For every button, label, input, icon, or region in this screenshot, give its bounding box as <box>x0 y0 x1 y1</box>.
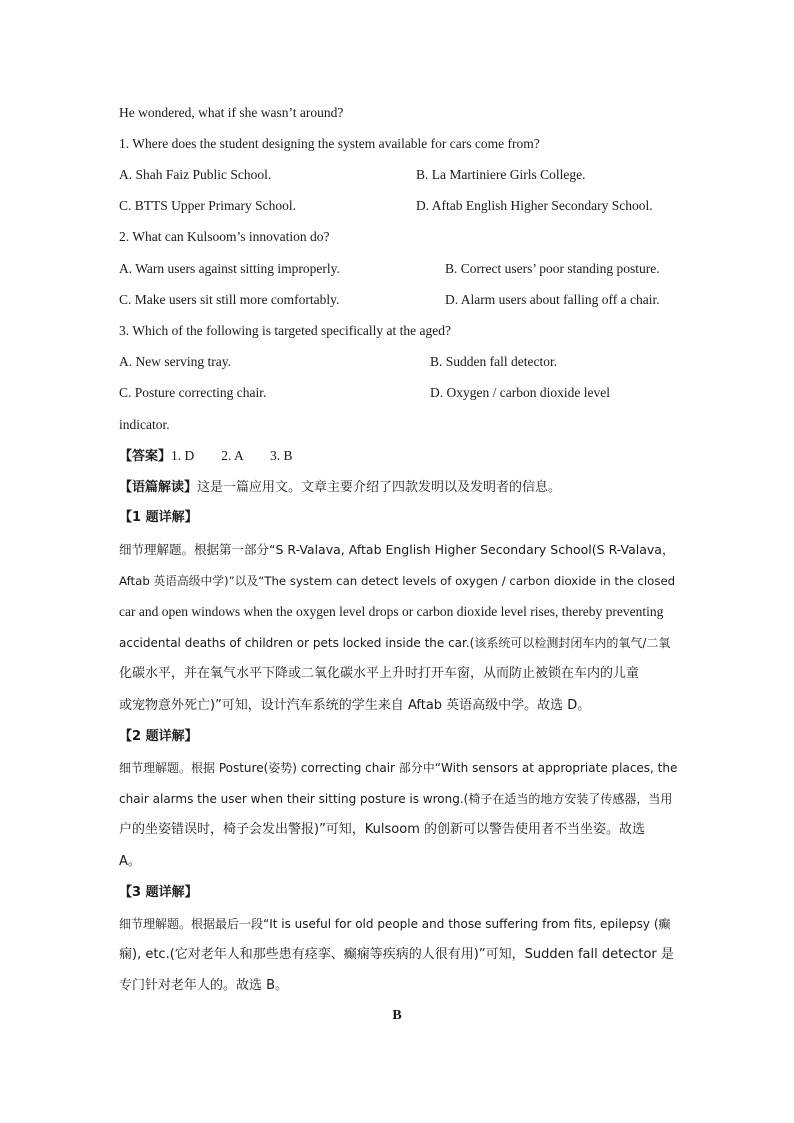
question-3-option-a: A. New serving tray. <box>119 354 231 369</box>
question-2-option-a: A. Warn users against sitting improperly. <box>119 261 340 276</box>
explanation-1-line-1: 细节理解题。根据第一部分“S R-Valava, Aftab English Higher Secondary School(S R-Valava， <box>119 542 675 557</box>
explanation-3-heading: 【3 题详解】 <box>119 885 198 900</box>
question-1-stem: 1. Where does the student designing the system available for cars come from? <box>119 136 540 151</box>
explanation-3-line-3: 专门针对老年人的。故选 B。 <box>119 978 289 993</box>
answer-label: 【答案】 <box>119 449 172 464</box>
explanation-2-line-1: 细节理解题。根据 Posture(姿势) correcting chair 部分中“With sensors at appropriate places, the <box>119 761 678 775</box>
question-1-option-b: B. La Martiniere Girls College. <box>416 167 586 182</box>
explanation-2-line-4: A。 <box>119 854 141 869</box>
question-2-option-b: B. Correct users’ poor standing posture. <box>445 261 660 276</box>
overview-line <box>119 478 561 497</box>
explanation-1-heading: 【1 题详解】 <box>119 510 198 525</box>
explanation-2-heading: 【2 题详解】 <box>119 729 198 744</box>
explanation-2-line-3: 户的坐姿错误时，椅子会发出警报)”可知，Kulsoom 的创新可以警告使用者不当坐姿。故选 <box>119 822 646 837</box>
intro-line: He wondered, what if she wasn’t around? <box>119 105 344 120</box>
overview-text: 这是一篇应用文。文章主要介绍了四款发明以及发明者的信息。 <box>197 480 562 495</box>
explanation-1-line-3: car and open windows when the oxygen level drops or carbon dioxide level rises, thereby preventing <box>119 604 664 619</box>
answer-text: 1. D 2. A 3. B <box>171 448 293 463</box>
explanation-3-line-1: 细节理解题。根据最后一段“It is useful for old people and those suffering from fits, epilepsy (癫 <box>119 917 671 931</box>
question-2-option-c: C. Make users sit still more comfortably. <box>119 292 340 307</box>
question-1-option-d: D. Aftab English Higher Secondary School. <box>416 198 653 213</box>
overview-label: 【语篇解读】 <box>119 480 198 495</box>
answer-line <box>119 447 293 466</box>
question-3-option-c: C. Posture correcting chair. <box>119 385 267 400</box>
question-3-option-d: D. Oxygen / carbon dioxide level <box>430 385 610 400</box>
question-1-option-a: A. Shah Faiz Public School. <box>119 167 272 182</box>
explanation-3-line-2: 痫), etc.(它对老年人和那些患有痉挛、癫痫等疾病的人很有用)”可知，Sudden fall detector 是 <box>119 947 674 962</box>
explanation-1-line-4: accidental deaths of children or pets locked inside the car.(该系统可以检测封闭车内的氧气/二氧 <box>119 636 671 650</box>
question-3-option-d-continued: indicator. <box>119 417 170 432</box>
explanation-2-line-2: chair alarms the user when their sitting posture is wrong.(椅子在适当的地方安装了传感器，当用 <box>119 792 673 806</box>
footer-section-letter: B <box>392 1008 402 1023</box>
explanation-1-line-5: 化碳水平，并在氧气水平下降或二氧化碳水平上升时打开车窗，从而防止被锁在车内的儿童 <box>119 666 640 681</box>
question-3-stem: 3. Which of the following is targeted specifically at the aged? <box>119 323 452 338</box>
explanation-1-line-2: Aftab 英语高级中学)”以及“The system can detect levels of oxygen / carbon dioxide in the closed <box>119 574 676 588</box>
explanation-1-line-6: 或宠物意外死亡)”可知，设计汽车系统的学生来自 Aftab 英语高级中学。故选 D。 <box>119 698 591 713</box>
question-2-option-d: D. Alarm users about falling off a chair. <box>445 292 660 307</box>
question-2-stem: 2. What can Kulsoom’s innovation do? <box>119 229 330 244</box>
question-3-option-b: B. Sudden fall detector. <box>430 354 558 369</box>
question-1-option-c: C. BTTS Upper Primary School. <box>119 198 296 213</box>
